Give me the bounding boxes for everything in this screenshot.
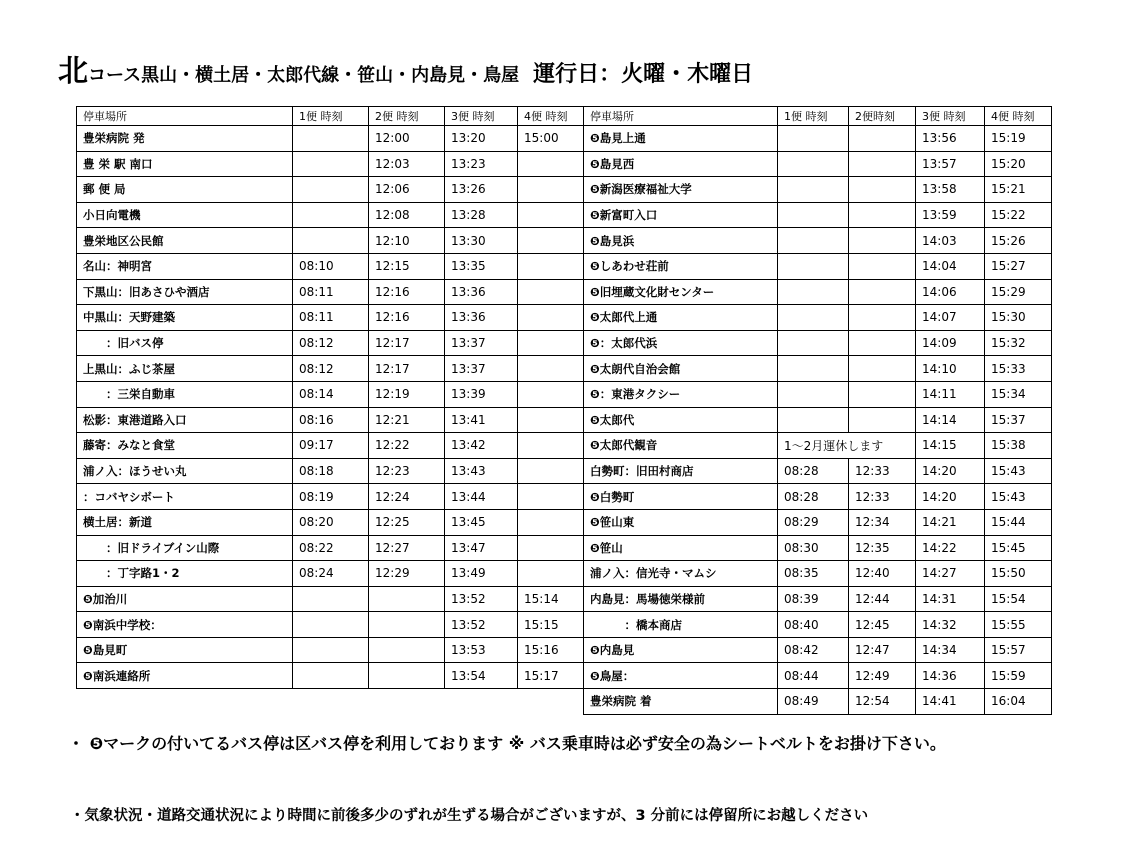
note-time-variance: ・気象状況・道路交通状況により時間に前後多少のずれが生ずる場合がございますが、3 分前には停留所にお越しください — [70, 808, 869, 824]
time-cell: 15:43 — [985, 458, 1052, 484]
time-cell: 15:57 — [985, 637, 1052, 663]
table-row — [584, 253, 1052, 279]
stop-name: 豊栄病院 発 — [77, 126, 293, 152]
table-row — [584, 407, 1052, 433]
time-cell: 13:49 — [445, 561, 518, 587]
stop-name: ：旧ドライブイン山際 — [77, 535, 293, 561]
time-cell: 15:19 — [985, 126, 1052, 152]
time-cell: 15:59 — [985, 663, 1052, 689]
table-row — [77, 279, 584, 305]
title-route: コース黒山・横土居・太郎代線・笹山・内島見・鳥屋 — [88, 65, 520, 86]
time-cell: 13:36 — [445, 305, 518, 331]
time-cell: 13:58 — [916, 177, 985, 203]
time-cell — [849, 126, 916, 152]
stop-name: 白勢町：旧田村商店 — [584, 458, 778, 484]
column-header: 1便 時刻 — [293, 107, 369, 126]
time-cell: 08:14 — [293, 381, 369, 407]
stop-name: ：旧バス停 — [77, 330, 293, 356]
stop-name: ❺太朗代自治会館 — [584, 356, 778, 382]
timetable-left — [76, 106, 584, 689]
table-row — [77, 381, 584, 407]
time-cell: 12:47 — [849, 637, 916, 663]
time-cell: 12:44 — [849, 586, 916, 612]
time-cell — [849, 151, 916, 177]
time-cell — [293, 126, 369, 152]
time-cell: 08:12 — [293, 330, 369, 356]
table-row — [77, 407, 584, 433]
time-cell: 12:17 — [369, 356, 445, 382]
time-cell — [518, 330, 584, 356]
time-cell — [778, 356, 849, 382]
time-cell — [293, 612, 369, 638]
time-cell: 12:21 — [369, 407, 445, 433]
time-cell — [778, 330, 849, 356]
time-cell — [518, 561, 584, 587]
time-cell: 09:17 — [293, 433, 369, 459]
header-row — [77, 107, 584, 126]
time-cell: 16:04 — [985, 689, 1052, 715]
time-cell — [778, 202, 849, 228]
table-row — [77, 330, 584, 356]
table-row — [77, 126, 584, 152]
table-row — [584, 202, 1052, 228]
time-cell: 12:23 — [369, 458, 445, 484]
time-cell — [293, 663, 369, 689]
time-cell: 15:20 — [985, 151, 1052, 177]
time-cell: 13:23 — [445, 151, 518, 177]
stop-name: 藤寄：みなと食堂 — [77, 433, 293, 459]
table-row — [77, 663, 584, 689]
stop-name: ❺島見町 — [77, 637, 293, 663]
stop-name: 豊栄地区公民館 — [77, 228, 293, 254]
table-row — [584, 381, 1052, 407]
time-cell — [778, 126, 849, 152]
time-cell: 13:44 — [445, 484, 518, 510]
time-cell: 15:27 — [985, 253, 1052, 279]
time-cell: 13:20 — [445, 126, 518, 152]
stop-name: ❺：東港タクシー — [584, 381, 778, 407]
table-row — [584, 305, 1052, 331]
note-bus-stop-and-seatbelt: ・ ❺マークの付いてるバス停は区バス停を利用しております ※ バス乗車時は必ず安全の為シートベルトをお掛け下さい。 — [68, 734, 946, 753]
stop-name: ❺太郎代上通 — [584, 305, 778, 331]
time-cell — [778, 228, 849, 254]
time-cell: 12:33 — [849, 458, 916, 484]
time-cell: 14:21 — [916, 509, 985, 535]
time-cell: 15:16 — [518, 637, 584, 663]
table-row — [584, 484, 1052, 510]
time-cell — [518, 433, 584, 459]
stop-name: ❺島見上通 — [584, 126, 778, 152]
time-cell: 13:26 — [445, 177, 518, 203]
stop-name: ❺旧埋蔵文化財センター — [584, 279, 778, 305]
time-cell: 15:17 — [518, 663, 584, 689]
table-row — [584, 612, 1052, 638]
time-cell — [849, 356, 916, 382]
time-cell: 12:29 — [369, 561, 445, 587]
time-cell: 15:33 — [985, 356, 1052, 382]
time-cell: 15:26 — [985, 228, 1052, 254]
time-cell: 13:39 — [445, 381, 518, 407]
table-row — [77, 637, 584, 663]
stop-name: ❺南浜中学校： — [77, 612, 293, 638]
time-cell: 08:49 — [778, 689, 849, 715]
time-cell: 12:15 — [369, 253, 445, 279]
time-cell: 13:53 — [445, 637, 518, 663]
time-cell: 13:56 — [916, 126, 985, 152]
time-cell: 12:45 — [849, 612, 916, 638]
time-cell: 08:39 — [778, 586, 849, 612]
time-cell: 12:03 — [369, 151, 445, 177]
table-row — [77, 458, 584, 484]
time-cell — [518, 151, 584, 177]
time-cell — [849, 330, 916, 356]
column-header: 4便 時刻 — [518, 107, 584, 126]
time-cell: 13:43 — [445, 458, 518, 484]
time-cell — [518, 228, 584, 254]
time-cell: 15:45 — [985, 535, 1052, 561]
time-cell — [849, 407, 916, 433]
table-row — [77, 356, 584, 382]
time-cell: 08:18 — [293, 458, 369, 484]
time-cell — [518, 381, 584, 407]
table-row — [584, 663, 1052, 689]
header-row — [584, 107, 1052, 126]
page-title — [58, 46, 753, 90]
stop-name: ❺しあわせ荘前 — [584, 253, 778, 279]
stop-name: ❺太郎代 — [584, 407, 778, 433]
stop-name: ❺笹山東 — [584, 509, 778, 535]
stop-name: ❺白勢町 — [584, 484, 778, 510]
time-cell: 08:11 — [293, 305, 369, 331]
time-cell: 14:34 — [916, 637, 985, 663]
table-row — [584, 126, 1052, 152]
time-cell: 13:52 — [445, 586, 518, 612]
time-cell: 14:27 — [916, 561, 985, 587]
time-cell: 12:16 — [369, 305, 445, 331]
time-cell — [849, 305, 916, 331]
stop-name: ：丁字路1・2 — [77, 561, 293, 587]
time-cell — [293, 586, 369, 612]
time-cell: 14:07 — [916, 305, 985, 331]
time-cell — [849, 253, 916, 279]
time-cell: 12:49 — [849, 663, 916, 689]
time-cell: 08:40 — [778, 612, 849, 638]
stop-name: 浦ノ入：ほうせい丸 — [77, 458, 293, 484]
table-row — [77, 612, 584, 638]
stop-name: ❺新潟医療福祉大学 — [584, 177, 778, 203]
time-cell: 14:09 — [916, 330, 985, 356]
time-cell: 15:37 — [985, 407, 1052, 433]
table-row — [77, 228, 584, 254]
time-cell: 15:21 — [985, 177, 1052, 203]
title-operating-days: 運行日：火曜・木曜日 — [533, 62, 754, 87]
time-cell: 12:54 — [849, 689, 916, 715]
time-cell — [369, 663, 445, 689]
table-row — [584, 433, 1052, 459]
stop-name: ❺内島見 — [584, 637, 778, 663]
time-cell: 08:28 — [778, 484, 849, 510]
table-row — [77, 151, 584, 177]
stop-name: 豊栄病院 着 — [584, 689, 778, 715]
stop-name: ：コバヤシボート — [77, 484, 293, 510]
stop-name: ：橋本商店 — [584, 612, 778, 638]
column-header: 4便 時刻 — [985, 107, 1052, 126]
time-cell — [369, 637, 445, 663]
time-cell — [778, 407, 849, 433]
time-cell — [518, 305, 584, 331]
time-cell: 08:35 — [778, 561, 849, 587]
table-row — [584, 151, 1052, 177]
time-cell: 13:37 — [445, 356, 518, 382]
time-cell: 14:04 — [916, 253, 985, 279]
time-cell: 12:40 — [849, 561, 916, 587]
time-cell — [778, 279, 849, 305]
stop-name: ：三栄自動車 — [77, 381, 293, 407]
time-cell: 08:12 — [293, 356, 369, 382]
time-cell: 08:30 — [778, 535, 849, 561]
stop-name: 小日向電機 — [77, 202, 293, 228]
time-cell — [778, 305, 849, 331]
stop-name: 名山：神明宮 — [77, 253, 293, 279]
time-cell — [518, 253, 584, 279]
time-cell: 14:11 — [916, 381, 985, 407]
stop-name: ❺太郎代観音 — [584, 433, 778, 459]
table-row — [77, 253, 584, 279]
time-cell: 14:14 — [916, 407, 985, 433]
table-row — [77, 305, 584, 331]
title-prefix: 北 — [58, 54, 88, 89]
time-cell: 12:25 — [369, 509, 445, 535]
timetable-right — [583, 106, 1052, 715]
time-cell: 14:31 — [916, 586, 985, 612]
time-cell — [518, 202, 584, 228]
time-cell: 08:22 — [293, 535, 369, 561]
table-row — [77, 484, 584, 510]
column-header: 2便 時刻 — [369, 107, 445, 126]
time-cell: 14:22 — [916, 535, 985, 561]
time-cell: 15:15 — [518, 612, 584, 638]
time-cell: 14:10 — [916, 356, 985, 382]
column-header: 停車場所 — [77, 107, 293, 126]
service-note: 1～2月運休します — [778, 433, 916, 459]
table-row — [77, 509, 584, 535]
table-row — [584, 509, 1052, 535]
time-cell — [518, 484, 584, 510]
time-cell: 08:24 — [293, 561, 369, 587]
time-cell: 15:00 — [518, 126, 584, 152]
table-row — [584, 535, 1052, 561]
time-cell — [849, 202, 916, 228]
time-cell: 08:44 — [778, 663, 849, 689]
time-cell — [518, 177, 584, 203]
table-row — [584, 356, 1052, 382]
time-cell — [778, 151, 849, 177]
time-cell: 13:47 — [445, 535, 518, 561]
table-row — [584, 586, 1052, 612]
table-row — [584, 458, 1052, 484]
time-cell — [293, 228, 369, 254]
time-cell: 15:29 — [985, 279, 1052, 305]
time-cell: 12:35 — [849, 535, 916, 561]
time-cell: 15:50 — [985, 561, 1052, 587]
time-cell: 13:30 — [445, 228, 518, 254]
time-cell — [849, 228, 916, 254]
time-cell: 12:34 — [849, 509, 916, 535]
time-cell: 12:27 — [369, 535, 445, 561]
time-cell: 13:42 — [445, 433, 518, 459]
table-row — [77, 177, 584, 203]
time-cell: 08:42 — [778, 637, 849, 663]
stop-name: ❺南浜連絡所 — [77, 663, 293, 689]
column-header: 3便 時刻 — [916, 107, 985, 126]
time-cell: 15:22 — [985, 202, 1052, 228]
stop-name: ❺加治川 — [77, 586, 293, 612]
stop-name: ❺島見西 — [584, 151, 778, 177]
time-cell: 15:38 — [985, 433, 1052, 459]
time-cell: 13:36 — [445, 279, 518, 305]
table-row — [584, 228, 1052, 254]
time-cell: 13:41 — [445, 407, 518, 433]
table-row — [77, 202, 584, 228]
stop-name: ❺新富町入口 — [584, 202, 778, 228]
time-cell: 13:57 — [916, 151, 985, 177]
time-cell: 08:28 — [778, 458, 849, 484]
table-row — [584, 689, 1052, 715]
time-cell — [849, 279, 916, 305]
time-cell — [518, 279, 584, 305]
time-cell — [518, 509, 584, 535]
table-row — [77, 586, 584, 612]
time-cell: 13:35 — [445, 253, 518, 279]
time-cell: 14:06 — [916, 279, 985, 305]
time-cell: 12:16 — [369, 279, 445, 305]
time-cell: 12:00 — [369, 126, 445, 152]
time-cell — [293, 177, 369, 203]
time-cell: 14:15 — [916, 433, 985, 459]
time-cell: 08:16 — [293, 407, 369, 433]
time-cell: 08:19 — [293, 484, 369, 510]
column-header: 1便 時刻 — [778, 107, 849, 126]
time-cell — [293, 637, 369, 663]
time-cell: 13:52 — [445, 612, 518, 638]
time-cell: 12:08 — [369, 202, 445, 228]
time-cell — [293, 202, 369, 228]
time-cell — [518, 535, 584, 561]
time-cell — [849, 177, 916, 203]
column-header: 2便時刻 — [849, 107, 916, 126]
stop-name: ❺：太郎代浜 — [584, 330, 778, 356]
time-cell: 15:54 — [985, 586, 1052, 612]
time-cell: 14:03 — [916, 228, 985, 254]
time-cell — [369, 612, 445, 638]
time-cell — [778, 253, 849, 279]
stop-name: 浦ノ入：信光寺・マムシ — [584, 561, 778, 587]
time-cell: 14:20 — [916, 484, 985, 510]
time-cell — [518, 458, 584, 484]
time-cell: 13:54 — [445, 663, 518, 689]
stop-name: 中黒山：天野建築 — [77, 305, 293, 331]
time-cell — [369, 586, 445, 612]
time-cell: 14:32 — [916, 612, 985, 638]
time-cell: 15:30 — [985, 305, 1052, 331]
time-cell: 12:06 — [369, 177, 445, 203]
time-cell: 12:33 — [849, 484, 916, 510]
stop-name: 豊 栄 駅 南口 — [77, 151, 293, 177]
time-cell — [518, 407, 584, 433]
table-row — [584, 637, 1052, 663]
column-header: 3便 時刻 — [445, 107, 518, 126]
time-cell — [778, 381, 849, 407]
time-cell: 14:20 — [916, 458, 985, 484]
table-row — [77, 433, 584, 459]
stop-name: 下黒山：旧あさひや酒店 — [77, 279, 293, 305]
time-cell — [778, 177, 849, 203]
time-cell: 12:19 — [369, 381, 445, 407]
table-row — [584, 279, 1052, 305]
time-cell: 13:59 — [916, 202, 985, 228]
time-cell: 13:45 — [445, 509, 518, 535]
column-header: 停車場所 — [584, 107, 778, 126]
stop-name: 横土居：新道 — [77, 509, 293, 535]
time-cell — [518, 356, 584, 382]
table-row — [584, 561, 1052, 587]
time-cell: 14:41 — [916, 689, 985, 715]
time-cell: 14:36 — [916, 663, 985, 689]
time-cell: 13:37 — [445, 330, 518, 356]
table-row — [584, 330, 1052, 356]
time-cell: 12:24 — [369, 484, 445, 510]
time-cell: 15:32 — [985, 330, 1052, 356]
table-row — [77, 535, 584, 561]
time-cell: 08:10 — [293, 253, 369, 279]
stop-name: 上黒山：ふじ茶屋 — [77, 356, 293, 382]
time-cell: 08:11 — [293, 279, 369, 305]
time-cell: 12:17 — [369, 330, 445, 356]
stop-name: 松影：東港道路入口 — [77, 407, 293, 433]
time-cell: 15:44 — [985, 509, 1052, 535]
time-cell: 15:14 — [518, 586, 584, 612]
stop-name: ❺笹山 — [584, 535, 778, 561]
time-cell: 15:55 — [985, 612, 1052, 638]
table-row — [77, 561, 584, 587]
time-cell: 12:10 — [369, 228, 445, 254]
table-row — [584, 177, 1052, 203]
time-cell: 08:20 — [293, 509, 369, 535]
time-cell: 12:22 — [369, 433, 445, 459]
stop-name: 内島見：馬場徳栄様前 — [584, 586, 778, 612]
time-cell: 08:29 — [778, 509, 849, 535]
time-cell: 13:28 — [445, 202, 518, 228]
stop-name: ❺島見浜 — [584, 228, 778, 254]
time-cell: 15:43 — [985, 484, 1052, 510]
stop-name: 郵 便 局 — [77, 177, 293, 203]
time-cell: 15:34 — [985, 381, 1052, 407]
stop-name: ❺鳥屋： — [584, 663, 778, 689]
time-cell — [293, 151, 369, 177]
time-cell — [849, 381, 916, 407]
